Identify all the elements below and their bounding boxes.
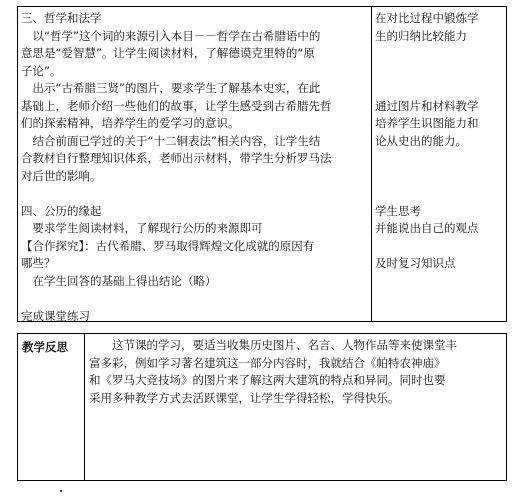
spacer xyxy=(375,168,503,186)
process-line: 意思是“爱智慧”。让学生阅读材料，了解德谟克里特的“原 xyxy=(21,46,315,60)
process-line: 出示“古希腊三贤”的图片，要求学生了解基本史实，在此 xyxy=(21,81,321,95)
spacer xyxy=(375,185,503,203)
process-line: 合教材自行整理知识体系，老师出示材料，带学生分析罗马法 xyxy=(21,151,332,165)
section-heading-philosophy-law: 三、哲学和法学 xyxy=(21,11,102,25)
spacer xyxy=(375,150,503,168)
intent-line: 及时复习知识点 xyxy=(375,256,456,270)
process-line: 哪些？ xyxy=(21,256,56,270)
lesson-plan-table xyxy=(17,6,507,322)
intent-line: 论从史出的能力。 xyxy=(375,133,467,148)
intent-line: 生的归纳比较能力 xyxy=(375,28,467,43)
reflection-line: 这节课的学习，要适当收集历史图片、名言、人物作品等来使课堂丰 xyxy=(112,338,457,352)
process-line: 在学生回答的基础上得出结论（略） xyxy=(21,273,217,288)
process-line: 以“哲学”这个词的来源引入本目－－哲学在古希腊语中的 xyxy=(21,28,321,43)
column-divider xyxy=(371,7,372,321)
reflection-line: 采用多种教学方式去活跃课堂，让学生学得轻松，学得快乐。 xyxy=(89,390,400,405)
process-line: 要求学生阅读材料，了解现行公历的来源即可 xyxy=(21,221,263,235)
stray-mark xyxy=(60,490,62,492)
reflection-line: 和《罗马大竞技场》的图片来了解这两大建筑的特点和异同。同时也要 xyxy=(89,373,446,387)
spacer xyxy=(375,45,503,63)
spacer xyxy=(375,238,503,256)
reflection-label: 教学反思 xyxy=(22,340,68,354)
section-heading-calendar: 四、公历的缘起 xyxy=(21,203,102,218)
spacer xyxy=(375,63,503,81)
intent-line: 并能说出自己的观点 xyxy=(375,221,479,235)
process-line: 基础上，老师介绍一些他们的故事，让学生感受到古希腊先哲 xyxy=(21,98,332,113)
intent-line: 通过图片和材料教学 xyxy=(375,98,479,113)
process-line: 子论”。 xyxy=(21,63,62,78)
spacer xyxy=(21,290,367,308)
teaching-process-cell xyxy=(21,10,367,325)
intent-line: 学生思考 xyxy=(375,203,421,218)
process-line: 【合作探究】：古代希腊、罗马取得辉煌文化成就的原因有 xyxy=(21,238,315,253)
intent-line: 在对比过程中锻炼学 xyxy=(375,11,479,25)
column-divider xyxy=(84,334,85,480)
reflection-text xyxy=(89,337,501,407)
process-line: 完成课堂练习 xyxy=(21,308,90,323)
intent-line: 培养学生识图能力和 xyxy=(375,116,479,130)
teaching-reflection-table xyxy=(17,333,507,481)
process-line: 结合前面已学过的关于“十二铜表法”相关内容，让学生结 xyxy=(21,133,321,148)
reflection-line: 富多彩，例如学习著名建筑这一部分内容时，我就结合《帕特农神庙》 xyxy=(89,355,446,370)
process-line: 对后世的影响。 xyxy=(21,168,102,183)
spacer xyxy=(21,185,367,203)
design-intent-cell xyxy=(375,10,503,273)
process-line: 们的探索精神，培养学生的爱学习的意识。 xyxy=(21,116,240,130)
spacer xyxy=(375,80,503,98)
